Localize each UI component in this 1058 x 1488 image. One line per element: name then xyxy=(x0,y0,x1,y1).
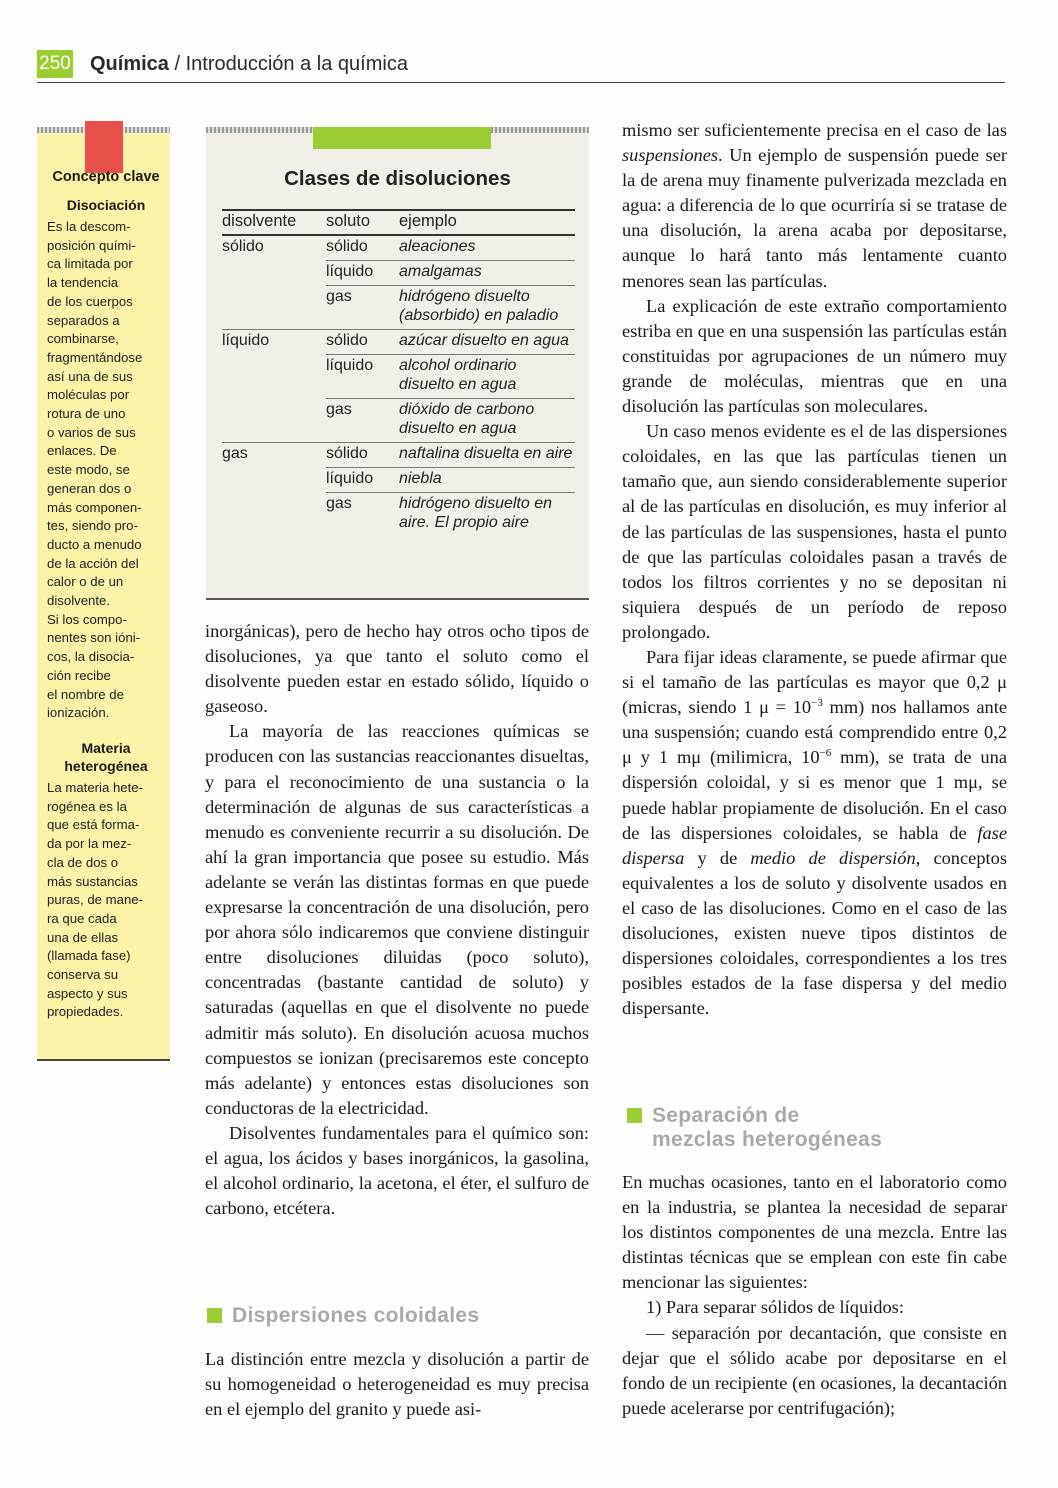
sidebar-line: posición quími- xyxy=(47,237,136,253)
sidebar-line: propiedades. xyxy=(47,1004,124,1020)
paragraph xyxy=(622,645,1007,1021)
section-title: Separación de xyxy=(652,1104,800,1127)
sidebar-line: más sustancias xyxy=(47,873,138,889)
sidebar-line: el nombre de xyxy=(47,686,124,702)
middle-column-bottom xyxy=(205,1347,589,1422)
sidebar-term-1: Disociación xyxy=(66,197,146,213)
paragraph: En muchas ocasiones, tanto en el laboratorio como en la industria, se plantea la necesidad de separar los distintos componentes de una mezcla. Entre las distintas técnicas que se emplean con este fin cabe mencionar las siguientes: xyxy=(622,1172,1007,1293)
sidebar-line: enlaces. De xyxy=(47,443,117,459)
sidebar-line: cla de dos o xyxy=(47,854,119,870)
sidebar-line: moléculas por xyxy=(47,387,130,403)
sidebar-line: así una de sus xyxy=(47,368,133,384)
sidebar-line: La materia hete- xyxy=(47,779,144,795)
sidebar-line: disolvente. xyxy=(47,593,111,609)
cell-solute: gas xyxy=(326,399,399,443)
cell-solvent xyxy=(222,355,326,399)
right-column xyxy=(622,118,1007,1021)
cell-solute: sólido xyxy=(326,443,399,468)
table-row xyxy=(222,286,575,330)
sidebar-line: Si los compo- xyxy=(47,611,127,627)
table-header-row xyxy=(222,210,575,235)
key-concept-sidebar xyxy=(37,127,170,1061)
emphasis: fase dispersa xyxy=(622,822,1007,868)
table-row xyxy=(222,355,575,399)
cell-solvent xyxy=(222,399,326,443)
cell-solvent: gas xyxy=(222,445,248,462)
running-header xyxy=(90,53,408,76)
cell-example: hidrógeno disuelto en aire. El propio aire xyxy=(399,495,553,531)
cell-solvent xyxy=(222,286,326,330)
header-example: ejemplo xyxy=(399,210,575,235)
sidebar-content xyxy=(47,168,165,1022)
sidebar-line: este modo, se xyxy=(47,462,130,478)
paragraph: inorgánicas), pero de hecho hay otros ocho tipos de disoluciones, ya que tanto el soluto como el disolvente pueden estar en estado sólido, líquido o gaseoso. xyxy=(205,621,589,717)
page-number: 250 xyxy=(37,50,73,78)
cell-solute: sólido xyxy=(326,330,399,355)
cell-example: niebla xyxy=(399,468,575,493)
sidebar-definition-2 xyxy=(47,779,165,1022)
table-row xyxy=(222,330,575,355)
cell-solvent xyxy=(222,261,326,286)
paragraph: Disolventes fundamentales para el químico son: el agua, los ácidos y bases inorgánicos, la gasolina, el alcohol ordinario, la acetona, el éter, el sulfuro de carbono, etcétera. xyxy=(205,1122,589,1219)
text-run: . Un ejemplo de suspensión puede ser la de arena muy finamente pulverizada mezclada en agua: a diferencia de lo que ocurriría si se tratase de una disolución, la arena acaba por depositarse, aunque lo hará tanto más lentamente cuanto menores sean las partículas. xyxy=(622,145,1007,291)
sidebar-line: puras, de mane- xyxy=(47,892,144,908)
text-run: , conceptos equivalentes a los de soluto y disolvente usados en el caso de las disoluciones. Como en el caso de las disoluciones, existen nueve tipos distintos de dispersiones coloidales, correspondientes a los tres posibles estados de la fase dispersa y del medio dispersante. xyxy=(622,847,1007,1019)
sidebar-line: ra que cada xyxy=(47,910,117,926)
sidebar-line: la tendencia xyxy=(47,275,119,291)
cell-solute: líquido xyxy=(326,468,399,493)
table-hatch-right xyxy=(491,127,589,133)
table-row xyxy=(222,261,575,286)
paragraph: — separación por decantación, que consiste en dejar que el sólido acabe por depositarse en el fondo de un recipiente (en ocasiones, la decantación puede acelerarse por centrifugación); xyxy=(622,1322,1007,1418)
cell-solute: gas xyxy=(326,495,352,512)
cell-solute: líquido xyxy=(326,355,399,399)
text-run: mm) nos hallamos ante una suspensión; cuando está comprendido entre 0,2 μ y 1 mμ (milimicra, 10 xyxy=(622,697,1007,768)
paragraph xyxy=(622,118,1007,294)
section-bullet xyxy=(627,1108,642,1123)
sidebar-line: conserva su xyxy=(47,967,119,983)
sidebar-line: de los cuerpos xyxy=(47,293,133,309)
sidebar-line: da por la mez- xyxy=(47,836,132,852)
section-title-line-2: mezclas heterogéneas xyxy=(652,1128,883,1151)
sidebar-line: separados a xyxy=(47,312,120,328)
solutions-table xyxy=(222,209,575,536)
cell-solute: líquido xyxy=(326,261,399,286)
text-run: y de xyxy=(684,847,751,868)
paragraph: 1) Para separar sólidos de líquidos: xyxy=(646,1297,904,1318)
paragraph: La mayoría de las reacciones químicas se producen con las sustancias reaccionantes disueltas, y para el reconocimiento de una sustancia o la determinación de algunas de sus características a menudo es conveniente recurrir a su disolución. De ahí la gran importancia que posee su estudio. Más adelante se verán las distintas formas en que puede expresarse la concentración de una disolución, pero por ahora sólo indicaremos que conviene distinguir entre disoluciones diluidas (poco soluto), concentradas (bastante cantidad de soluto) y saturadas (aquellas en que el disolvente no puede admitir más soluto). En disolución acuosa muchos compuestos se ionizan (precisaremos este concepto más adelante) y entonces estas disoluciones son conductoras de la electricidad. xyxy=(205,721,589,1118)
cell-example: azúcar disuelto en agua xyxy=(399,330,575,355)
sidebar-heading: Concepto clave xyxy=(52,169,160,185)
table-green-tab xyxy=(313,127,491,149)
sidebar-line: que está forma- xyxy=(47,817,140,833)
exponent: −6 xyxy=(819,747,832,760)
table-row xyxy=(222,493,575,537)
table-hatch-left xyxy=(206,127,313,133)
emphasis: medio de dispersión xyxy=(750,847,916,868)
section-title-line-1 xyxy=(627,1104,882,1128)
sidebar-line: generan dos o xyxy=(47,480,132,496)
sidebar-line: combinarse, xyxy=(47,331,119,347)
header-solvent: disolvente xyxy=(222,210,326,235)
cell-example: amalgamas xyxy=(399,261,575,286)
paragraph: La distinción entre mezcla y disolución a partir de su homogeneidad o heterogeneidad es muy precisa en el ejemplo del granito y puede asi- xyxy=(205,1349,589,1420)
sidebar-line: aspecto y sus xyxy=(47,985,128,1001)
section-heading-separation xyxy=(627,1104,882,1152)
cell-example: naftalina disuelta en aire xyxy=(399,443,575,468)
cell-solute: gas xyxy=(326,286,399,330)
sidebar-line: de la acción del xyxy=(47,555,139,571)
sidebar-term-2: Materia heterogénea xyxy=(64,739,148,774)
sidebar-line: rotura de uno xyxy=(47,406,126,422)
table-row xyxy=(222,235,575,261)
cell-solvent xyxy=(222,493,326,537)
header-rule xyxy=(37,82,1005,83)
book-title: Química xyxy=(90,53,169,75)
sidebar-line: o varios de sus xyxy=(47,424,136,440)
table-row xyxy=(222,399,575,443)
paragraph: La explicación de este extraño comportamiento estriba en que en una suspensión las partículas están constituidas por agrupaciones de un número muy grande de moléculas, mientras que en una disolución las partículas son moleculares. xyxy=(622,295,1007,417)
sidebar-line: ducto a menudo xyxy=(47,536,142,552)
sidebar-line: cos, la disocia- xyxy=(47,649,135,665)
table-row xyxy=(222,468,575,493)
header-solute: soluto xyxy=(326,210,399,235)
sidebar-line: fragmentándose xyxy=(47,349,143,365)
paragraph: Un caso menos evidente es el de las dispersiones coloidales, en las que las partículas tienen un tamaño que, aun siendo considerablemente superior al de las partículas en disolución, es muy inferior al de las partículas de las suspensiones, hasta el punto de que las partículas coloidales pasan a través de todos los filtros corrientes y no se depositan ni siquiera después de un período de reposo prolongado. xyxy=(622,421,1007,642)
sidebar-line: calor o de un xyxy=(47,574,124,590)
sidebar-line: ca limitada por xyxy=(47,256,133,272)
sidebar-line: tes, siendo pro- xyxy=(47,518,138,534)
cell-solvent: líquido xyxy=(222,332,270,349)
emphasis: suspensiones xyxy=(622,145,719,166)
sidebar-line: Es la descom- xyxy=(47,219,131,234)
table-row xyxy=(222,443,575,468)
cell-solvent: sólido xyxy=(222,238,264,255)
cell-solvent xyxy=(222,468,326,493)
sidebar-line: más componen- xyxy=(47,499,142,515)
section-bullet xyxy=(207,1308,222,1323)
sidebar-line: rogénea es la xyxy=(47,798,127,814)
header-separator: / xyxy=(168,53,186,75)
text-run: mismo ser suficientemente precisa en el caso de las xyxy=(622,120,1007,140)
text-run: Para fijar ideas claramente, se puede afirmar que si el tamaño de las partículas es mayor que 0,2 μ (micras, siendo 1 μ = 10 xyxy=(622,646,1007,718)
table-title: Clases de disoluciones xyxy=(284,167,511,190)
sidebar-line: (llamada fase) xyxy=(47,948,131,964)
cell-example: alcohol ordinario disuelto en agua xyxy=(399,355,575,399)
sidebar-line: nentes son ióni- xyxy=(47,630,141,646)
sidebar-line: ionización. xyxy=(47,705,110,721)
sidebar-line: una de ellas xyxy=(47,929,119,945)
section-heading-colloidal xyxy=(207,1304,479,1328)
cell-example: hidrógeno disuelto (absorbido) en paladio xyxy=(399,286,575,330)
text-run: mm), se trata de una dispersión coloidal, y si es menor que 1 mμ, se puede hablar propiamente de disolución. En el caso de las dispersiones coloidales, se habla de xyxy=(622,747,1007,843)
cell-example: dióxido de carbono disuelto en agua xyxy=(399,399,575,443)
sidebar-line: ción recibe xyxy=(47,667,111,683)
exponent: −3 xyxy=(811,697,823,710)
cell-solute: sólido xyxy=(326,235,399,261)
sidebar-red-tab xyxy=(85,121,123,173)
middle-column xyxy=(205,619,589,1221)
section-title: Dispersiones coloidales xyxy=(232,1304,480,1327)
cell-example: aleaciones xyxy=(399,235,575,261)
right-column-bottom xyxy=(622,1170,1007,1421)
sidebar-definition-1 xyxy=(47,218,165,723)
chapter-title: Introducción a la química xyxy=(185,53,408,75)
